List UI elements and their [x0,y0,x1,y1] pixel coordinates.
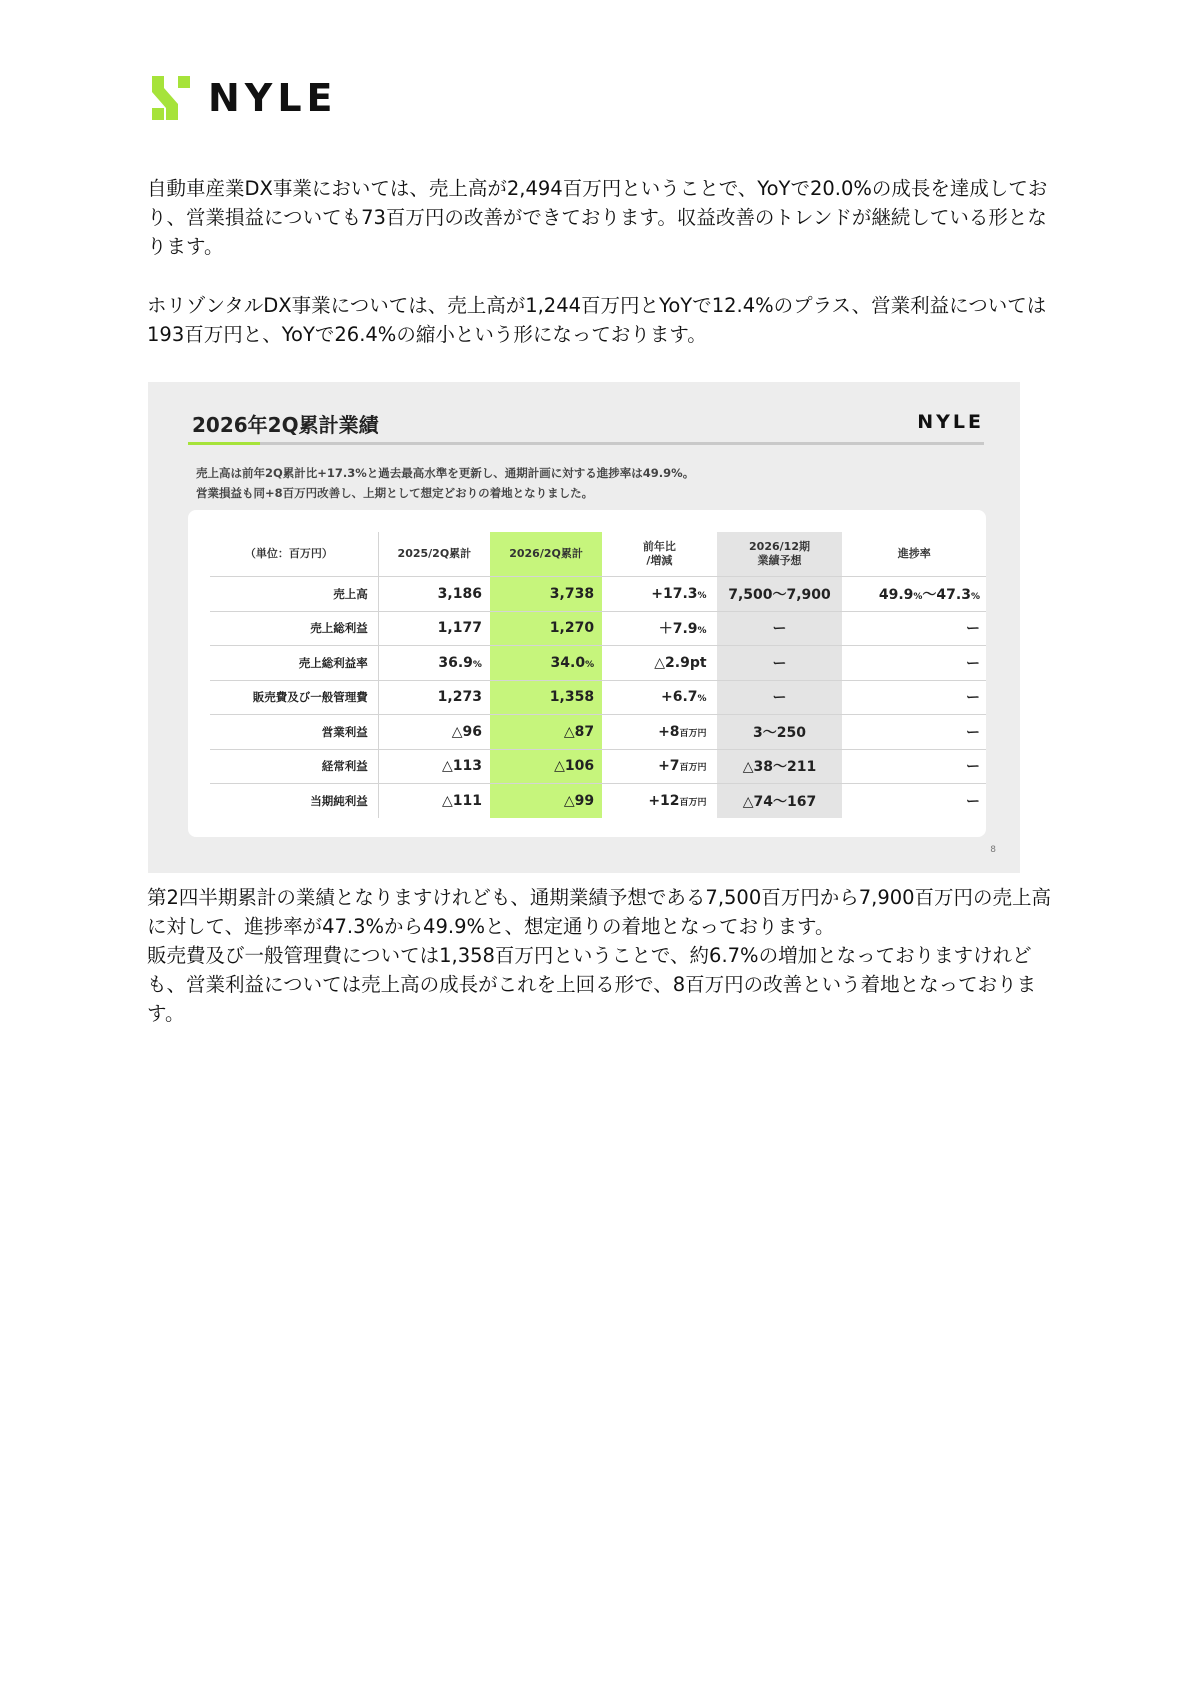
table-row [210,715,986,750]
cell-cur: △87 [490,715,602,750]
cell-cur: 1,358 [490,680,602,715]
slide-title: 2026年2Q累計業績 [192,413,379,437]
cell-prev: △96 [378,715,490,750]
paragraph-automotive-dx: 自動車産業DX事業においては、売上高が2,494百万円ということで、YoYで20.0%の成長を達成しており、営業損益についても73百万円の改善ができております。収益改善のトレンドが継続している形となります。 [147,177,1048,258]
table-card [188,510,986,837]
cell-progress: 49.9%〜47.3% [842,577,986,612]
cell-yoy: +7百万円 [602,749,716,784]
cell-progress: ー [966,793,980,810]
cell-prev: △113 [378,749,490,784]
logo-wordmark: NYLE [208,76,338,120]
table-row [210,784,986,818]
cell-cur: 1,270 [490,611,602,646]
cell-yoy: ＋7.9% [602,611,716,646]
cell-forecast: 7,500〜7,900 [717,577,843,612]
cell-yoy: △2.9pt [602,646,716,681]
slide-summary [196,463,694,503]
header-yoy: 前年比 /増減 [602,532,716,577]
table-header-row [210,532,986,577]
cell-forecast: △74〜167 [717,784,843,818]
cell-prev: △111 [441,792,482,809]
nyle-mark-icon [148,74,194,122]
cell-cur: 3,738 [490,577,602,612]
cell-prev: 1,177 [378,611,490,646]
row-label: 売上総利益率 [210,646,378,681]
table-row [210,680,986,715]
cell-forecast: △38〜211 [717,749,843,784]
cell-progress: ー [842,749,986,784]
cell-forecast: ー [717,646,843,681]
paragraph-line: 第2四半期累計の業績となりますけれども、通期業績予想である7,500百万円から7,900百万円の売上高に対して、進捗率が47.3%から49.9%と、想定通りの着地となっております。 [147,886,1052,938]
slide-logo: NYLE [917,411,984,433]
cell-yoy: +12百万円 [648,792,707,809]
summary-line: 売上高は前年2Q累計比+17.3%と過去最高水準を更新し、通期計画に対する進捗率は49.9%。 [196,466,695,480]
header-progress: 進捗率 [842,532,986,577]
paragraph-line: 販売費及び一般管理費については1,358百万円ということで、約6.7%の増加となっておりますけれども、営業利益については売上高の成長がこれを上回る形で、8百万円の改善という着地となっております。 [147,944,1037,1025]
cell-cur: △99 [490,784,602,818]
cell-cur: 34.0% [490,646,602,681]
header-forecast: 2026/12期 業績予想 [717,532,843,577]
header-cur: 2026/2Q累計 [490,532,602,577]
financial-table [210,532,986,818]
cell-yoy: +8百万円 [602,715,716,750]
table-row [210,611,986,646]
row-label: 売上総利益 [210,611,378,646]
cell-progress: ー [842,646,986,681]
slide-page-number: 8 [990,845,996,855]
table-row [210,749,986,784]
header-prev: 2025/2Q累計 [378,532,490,577]
cell-progress: ー [842,680,986,715]
cell-forecast: ー [717,680,843,715]
summary-line: 営業損益も同+8百万円改善し、上期として想定どおりの着地となりました。 [196,486,594,500]
paragraph-horizontal-dx: ホリゾンタルDX事業については、売上高が1,244百万円とYoYで12.4%のプラス、営業利益については193百万円と、YoYで26.4%の縮小という形になっております。 [147,294,1047,346]
header-unit: （単位：百万円） [210,532,378,577]
cell-progress: ー [842,715,986,750]
cell-prev: 1,273 [378,680,490,715]
row-label: 当期純利益 [210,784,378,818]
cell-cur: △106 [490,749,602,784]
cell-prev: 36.9% [378,646,490,681]
cell-yoy: +6.7% [602,680,716,715]
row-label: 販売費及び一般管理費 [210,680,378,715]
table-row [210,646,986,681]
title-rule [188,442,984,445]
paragraph-results-summary [147,883,1052,1028]
title-accent-bar [188,442,260,445]
cell-prev: 3,186 [378,577,490,612]
row-label: 営業利益 [210,715,378,750]
row-label: 経常利益 [210,749,378,784]
cell-progress: ー [842,611,986,646]
results-slide [148,382,1020,873]
cell-yoy: +17.3% [602,577,716,612]
row-label: 売上高 [210,577,378,612]
nyle-logo [148,74,338,122]
cell-forecast: ー [717,611,843,646]
table-row [210,577,986,612]
cell-forecast: 3〜250 [717,715,843,750]
